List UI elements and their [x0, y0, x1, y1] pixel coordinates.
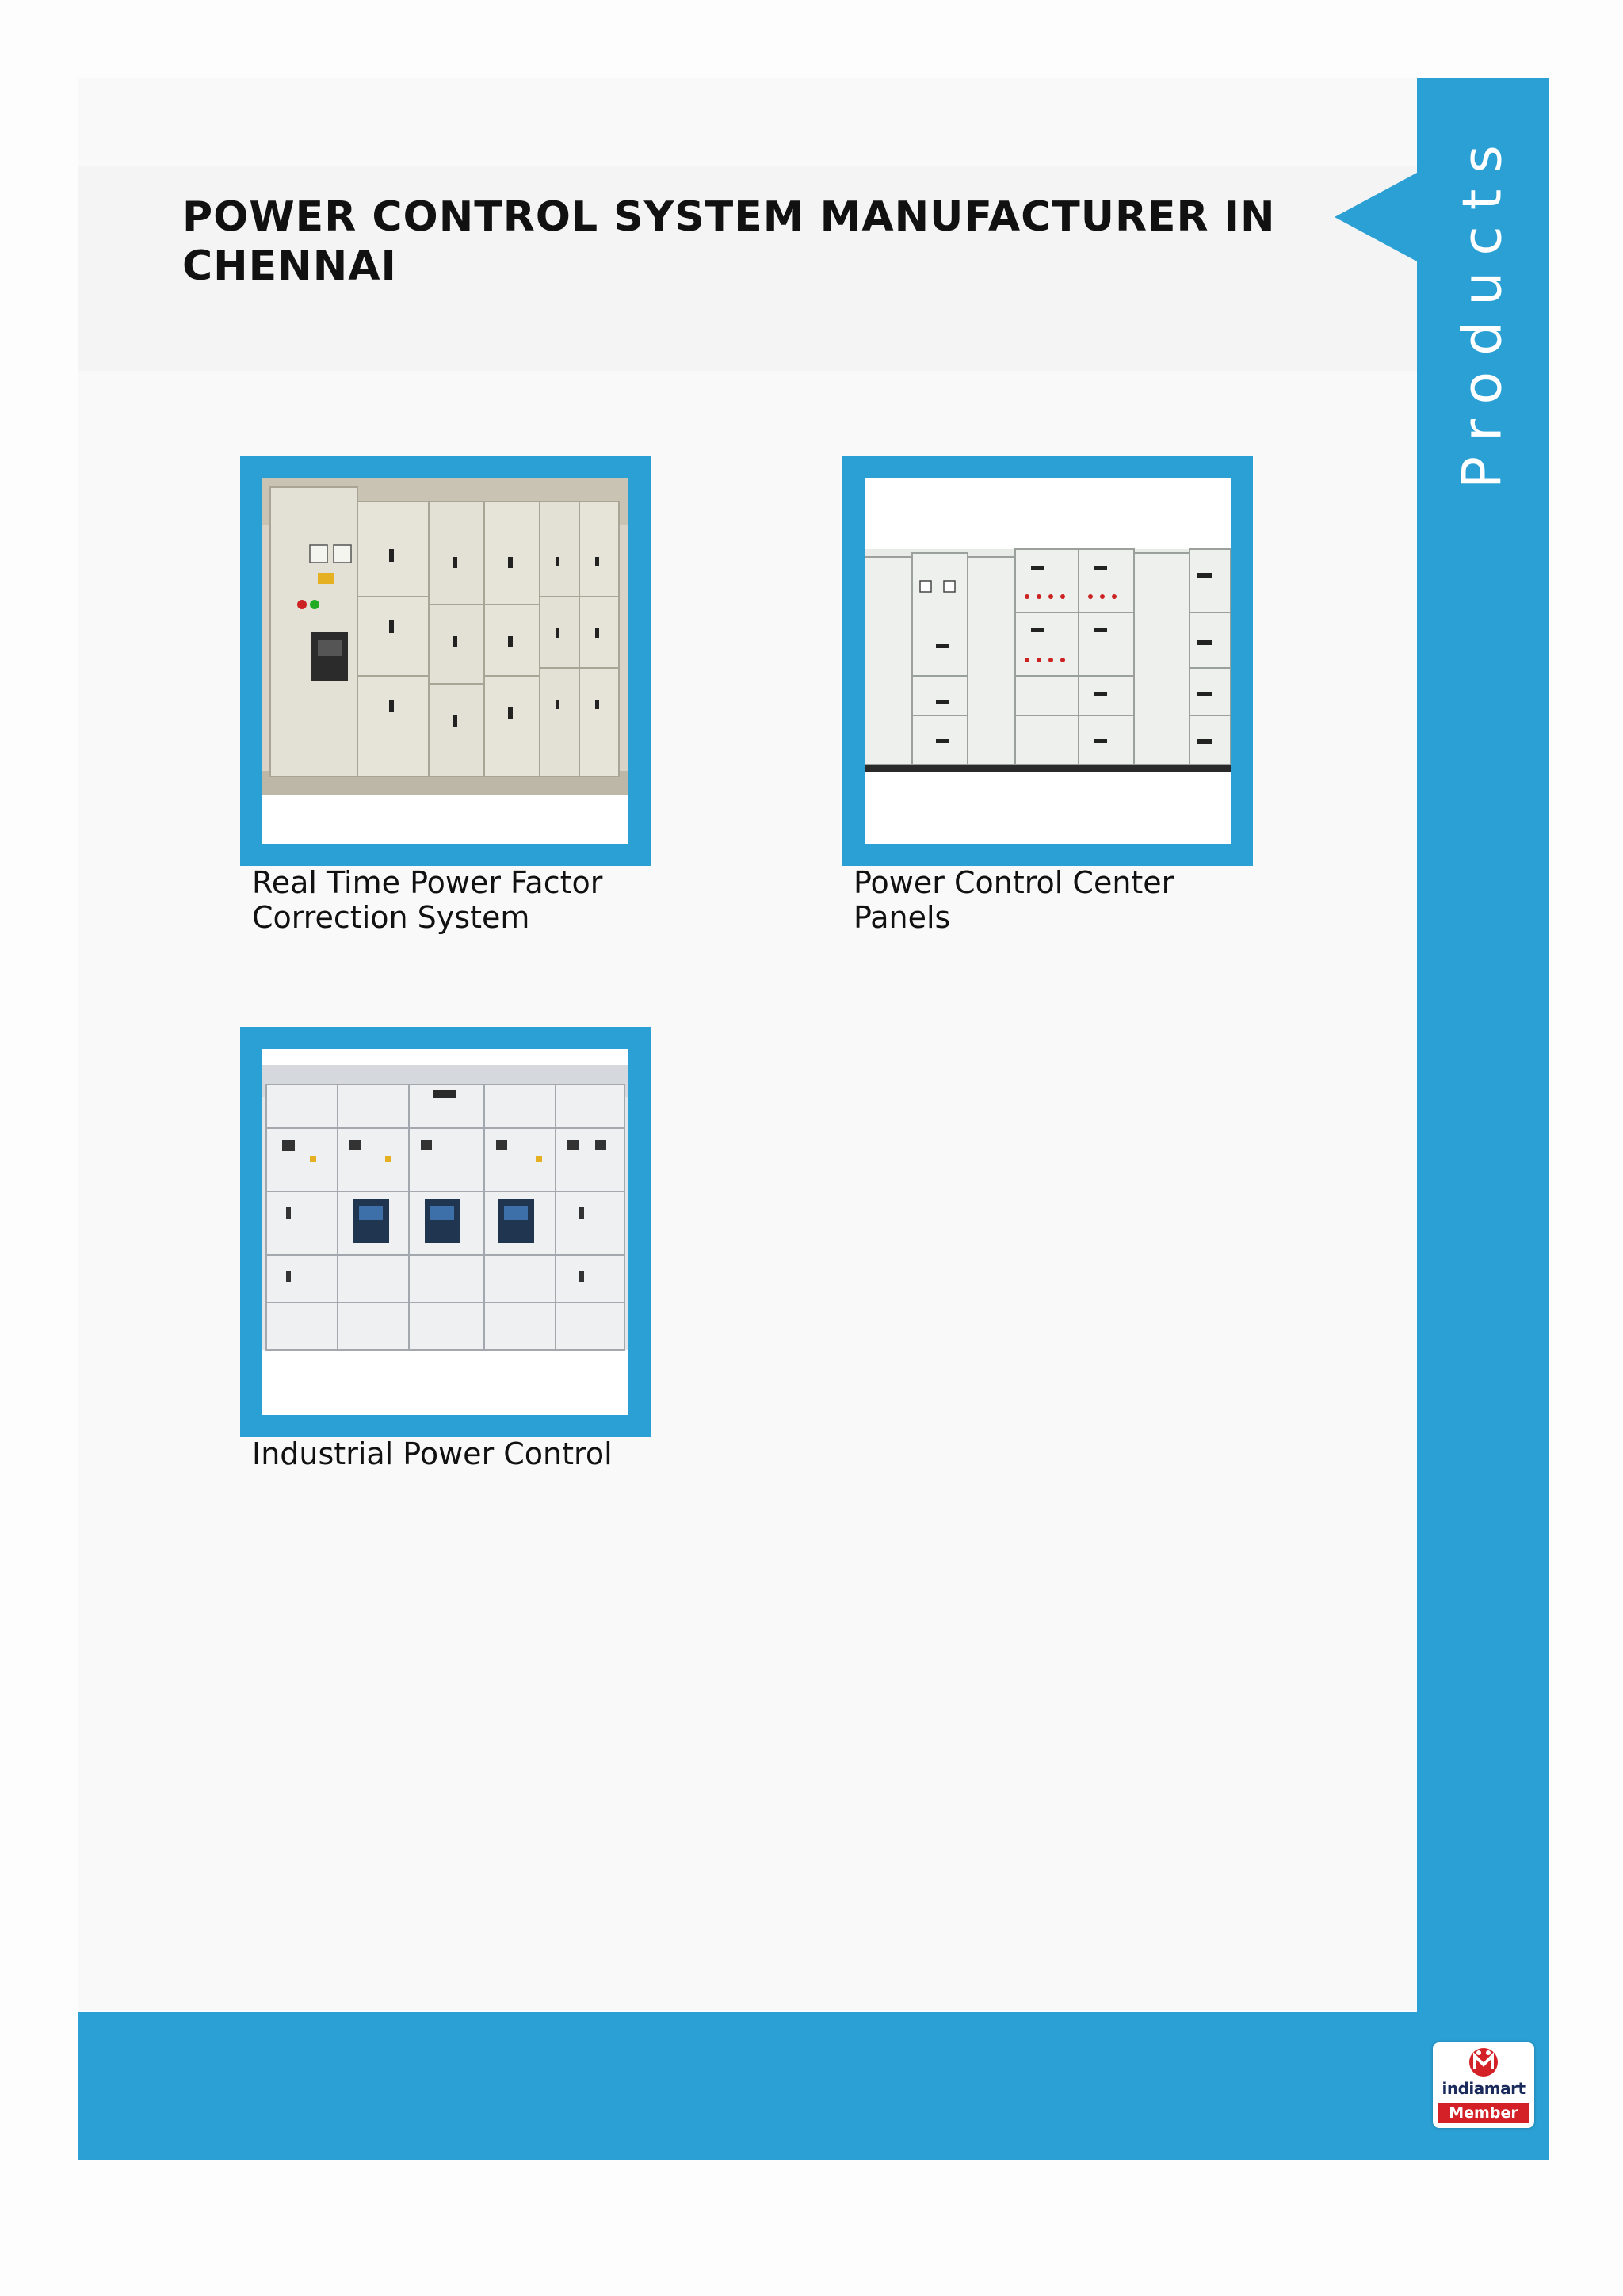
control-panel-photo-icon [262, 1049, 628, 1415]
sidebar-label: Products [1451, 129, 1514, 489]
product-name-3[interactable]: Industrial Power Control [252, 1436, 613, 1471]
product-card-1[interactable] [240, 456, 651, 866]
product-card-2[interactable] [842, 456, 1253, 866]
footer-bar [78, 2012, 1549, 2160]
badge-brand: indiamart [1442, 2079, 1526, 2098]
product-card-3[interactable] [240, 1027, 651, 1437]
sidebar-pointer [1335, 173, 1417, 261]
product-name-1[interactable]: Real Time Power Factor Correction System [252, 865, 603, 935]
badge-member-label: Member [1438, 2103, 1529, 2123]
indiamart-logo-icon [1468, 2047, 1499, 2077]
indiamart-member-badge[interactable] [1433, 2042, 1534, 2128]
control-panel-photo-icon [865, 478, 1231, 844]
product-image-3 [262, 1049, 628, 1415]
product-image-2 [865, 478, 1231, 844]
product-name-2[interactable]: Power Control Center Panels [854, 865, 1174, 935]
control-panel-photo-icon [262, 478, 628, 844]
page-title: POWER CONTROL SYSTEM MANUFACTURER IN CHENNAI [182, 193, 1276, 290]
product-image-1 [262, 478, 628, 844]
